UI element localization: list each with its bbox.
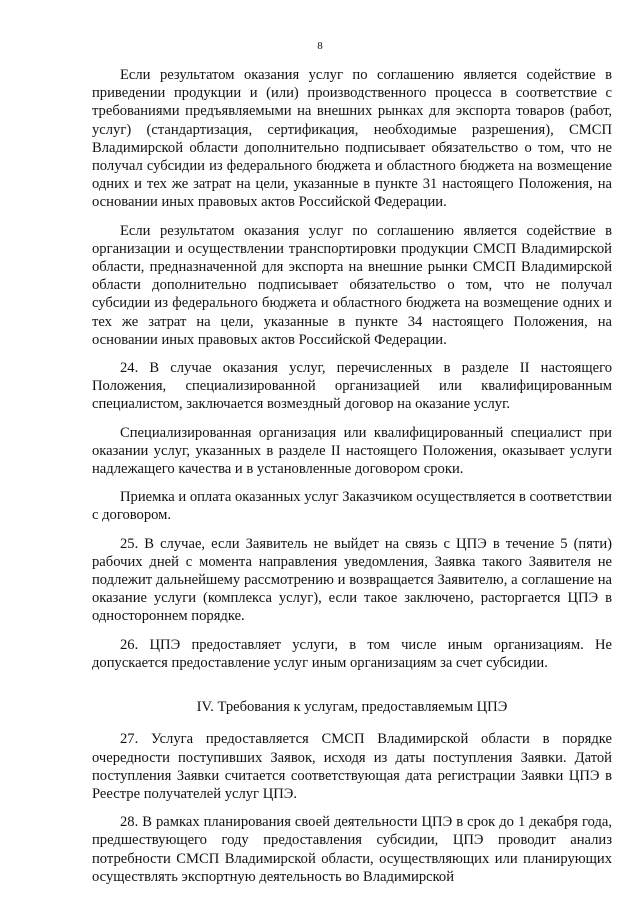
paragraph-26: 26. ЦПЭ предоставляет услуги, в том числе иным организациям. Не допускается предоставление услуг иным организациям за счет субсидии. bbox=[92, 636, 612, 671]
paragraph-25: 25. В случае, если Заявитель не выйдет на связь с ЦПЭ в течение 5 (пяти) рабочих дней с момента направления уведомления, Заявка такого Заявителя не подлежит дальнейшему рассмотрению и возвращается Заявителю, а соглашение на оказание услуги (комплекса услуг), если такое заключено, расторгается ЦПЭ в одностороннем порядке. bbox=[92, 535, 612, 625]
paragraph-27: 27. Услуга предоставляется СМСП Владимирской области в порядке очередности поступивших Заявок, исходя из даты поступления Заявки. Датой поступления Заявки считается соответствующая дата регистрации Заявки ЦПЭ в Реестре получателей услуг ЦПЭ. bbox=[92, 731, 612, 802]
paragraph-specialist-quality: Специализированная организация или квалифицированный специалист при оказании услуг, указанных в разделе II настоящего Положения, оказывает услуги надлежащего качества и в установленные договором сроки. bbox=[92, 424, 612, 478]
page-number: 8 bbox=[317, 40, 323, 52]
paragraph-certification-obligation: Если результатом оказания услуг по соглашению является содействие в приведении продукции и (или) производственного процесса в соответствие с требованиями предъявляемыми на внешних рынках для экспорта товаров (работ, услуг) (стандартизация, сертификация, необходимые разрешения), СМСП Владимирской области дополнительно подписывает обязательство о том, что не получал субсидии из федерального бюджета и областного бюджета на возмещение одних и тех же затрат на цели, указанные в пункте 31 настоящего Положения, на основании иных правовых актов Российской Федерации. bbox=[92, 67, 612, 211]
paragraph-24: 24. В случае оказания услуг, перечисленных в разделе II настоящего Положения, специализированной организацией или квалифицированным специалистом, заключается возмездный договор на оказание услуг. bbox=[92, 360, 612, 413]
paragraph-transport-obligation: Если результатом оказания услуг по соглашению является содействие в организации и осуществлении транспортировки продукции СМСП Владимирской области, предназначенной для экспорта на внешние рынки СМСП Владимирской области дополнительно подписывает обязательство о том, что не получал субсидии из федерального бюджета и областного бюджета на возмещение одних и тех же затрат на цели, указанные в пункте 34 настоящего Положения, на основании иных правовых актов Российской Федерации. bbox=[92, 222, 612, 348]
paragraph-28: 28. В рамках планирования своей деятельности ЦПЭ в срок до 1 декабря года, предшествующего году предоставления субсидии, ЦПЭ проводит анализ потребности СМСП Владимирской области, осуществляющих или планирующих осуществлять экспортную деятельность во Владимирской bbox=[92, 814, 612, 885]
paragraph-acceptance-payment: Приемка и оплата оказанных услуг Заказчиком осуществляется в соответствии с договором. bbox=[92, 489, 612, 524]
document-body bbox=[92, 66, 612, 896]
section-heading-iv: IV. Требования к услугам, предоставляемым ЦПЭ bbox=[196, 699, 508, 716]
